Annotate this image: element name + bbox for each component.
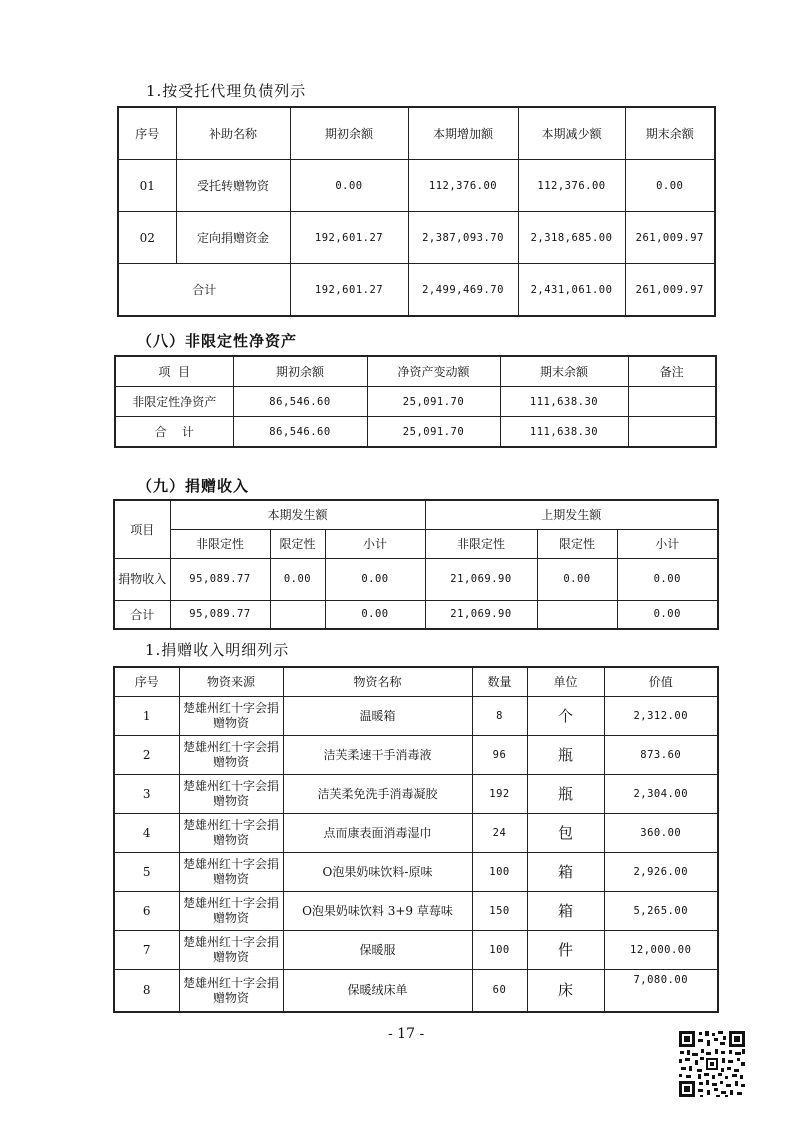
cell: 瓶 — [527, 775, 604, 814]
trust-liability-table — [117, 106, 716, 317]
cell: 楚雄州红十字会捐赠物资 — [179, 814, 283, 853]
cell: 2,499,469.70 — [408, 264, 518, 317]
cell: 192,601.27 — [290, 264, 408, 317]
cell — [628, 387, 716, 417]
cell — [270, 600, 325, 629]
col-header: 期初余额 — [290, 107, 408, 160]
cell — [628, 417, 716, 448]
cell: 件 — [527, 931, 604, 970]
col-header: 本期增加额 — [408, 107, 518, 160]
cell: 非限定性净资产 — [115, 387, 233, 417]
cell: 2,926.00 — [604, 853, 718, 892]
cell: 0.00 — [617, 600, 718, 629]
cell: 60 — [472, 970, 527, 1013]
cell: 楚雄州红十字会捐赠物资 — [179, 892, 283, 931]
table-row — [114, 931, 718, 970]
section2-title: （八）非限定性净资产 — [137, 332, 298, 350]
cell: 床 — [527, 970, 604, 1013]
cell: 7,080.00 — [604, 970, 718, 1013]
cell: 95,089.77 — [170, 600, 270, 629]
cell: 0.00 — [537, 558, 617, 600]
col-header: 数量 — [472, 667, 527, 697]
cell: 24 — [472, 814, 527, 853]
cell: 楚雄州红十字会捐赠物资 — [179, 697, 283, 736]
table-row — [114, 697, 718, 736]
cell: 5,265.00 — [604, 892, 718, 931]
cell: 0.00 — [617, 558, 718, 600]
cell: 2,431,061.00 — [518, 264, 625, 317]
table-row — [114, 558, 718, 600]
cell: 定向捐赠资金 — [176, 212, 290, 264]
cell: 合 计 — [115, 417, 233, 448]
cell: 21,069.90 — [425, 600, 537, 629]
cell: 2,312.00 — [604, 697, 718, 736]
section1-title: 1.按受托代理负债列示 — [146, 82, 307, 100]
col-group-header: 上期发生额 — [425, 500, 718, 529]
col-header: 期末余额 — [625, 107, 715, 160]
cell: 100 — [472, 931, 527, 970]
cell: O泡果奶味饮料 3+9 草莓味 — [283, 892, 472, 931]
cell: 2,387,093.70 — [408, 212, 518, 264]
donation-income-table — [113, 499, 719, 630]
cell: 261,009.97 — [625, 264, 715, 317]
cell: 保暖服 — [283, 931, 472, 970]
cell: 楚雄州红十字会捐赠物资 — [179, 970, 283, 1013]
cell: 86,546.60 — [233, 417, 367, 448]
donation-detail-table — [113, 666, 719, 1013]
cell: 点而康表面消毒湿巾 — [283, 814, 472, 853]
cell: 楚雄州红十字会捐赠物资 — [179, 775, 283, 814]
cell: 保暖绒床单 — [283, 970, 472, 1013]
cell: 100 — [472, 853, 527, 892]
col-header: 物资来源 — [179, 667, 283, 697]
cell: 5 — [114, 853, 179, 892]
cell: 96 — [472, 736, 527, 775]
cell: 01 — [118, 160, 176, 212]
cell: 楚雄州红十字会捐赠物资 — [179, 931, 283, 970]
col-header: 项目 — [114, 500, 170, 558]
table-row — [114, 775, 718, 814]
cell: 6 — [114, 892, 179, 931]
cell: 个 — [527, 697, 604, 736]
cell: 192,601.27 — [290, 212, 408, 264]
col-header: 期末余额 — [500, 356, 628, 387]
cell: 111,638.30 — [500, 387, 628, 417]
cell: 3 — [114, 775, 179, 814]
table-header-row — [114, 529, 718, 558]
cell: 0.00 — [325, 558, 425, 600]
col-header: 补助名称 — [176, 107, 290, 160]
cell: 8 — [114, 970, 179, 1013]
col-header: 小计 — [325, 529, 425, 558]
cell: 4 — [114, 814, 179, 853]
cell: 02 — [118, 212, 176, 264]
col-header: 单位 — [527, 667, 604, 697]
cell: 箱 — [527, 892, 604, 931]
unrestricted-net-assets-table — [114, 355, 717, 448]
col-header: 非限定性 — [170, 529, 270, 558]
table-row — [114, 892, 718, 931]
col-header: 非限定性 — [425, 529, 537, 558]
cell: 2 — [114, 736, 179, 775]
cell: 0.00 — [325, 600, 425, 629]
cell: 楚雄州红十字会捐赠物资 — [179, 853, 283, 892]
table-row — [118, 212, 715, 264]
cell: 包 — [527, 814, 604, 853]
table-header-row — [114, 500, 718, 529]
cell: 7 — [114, 931, 179, 970]
table-header-row — [114, 667, 718, 697]
col-header: 本期减少额 — [518, 107, 625, 160]
cell: 192 — [472, 775, 527, 814]
table-row — [115, 387, 716, 417]
cell: 楚雄州红十字会捐赠物资 — [179, 736, 283, 775]
cell: 95,089.77 — [170, 558, 270, 600]
col-header: 物资名称 — [283, 667, 472, 697]
cell: 0.00 — [270, 558, 325, 600]
cell: 洁芙柔免洗手消毒凝胶 — [283, 775, 472, 814]
cell: 25,091.70 — [367, 387, 500, 417]
col-header: 限定性 — [537, 529, 617, 558]
cell: 112,376.00 — [408, 160, 518, 212]
cell: 111,638.30 — [500, 417, 628, 448]
col-header: 序号 — [118, 107, 176, 160]
total-row — [115, 417, 716, 448]
cell: 2,304.00 — [604, 775, 718, 814]
total-row — [114, 600, 718, 629]
cell: 0.00 — [625, 160, 715, 212]
cell: 温暖箱 — [283, 697, 472, 736]
cell: 261,009.97 — [625, 212, 715, 264]
section3-title: （九）捐赠收入 — [137, 477, 250, 495]
section4-title: 1.捐赠收入明细列示 — [145, 641, 290, 659]
cell: 2,318,685.00 — [518, 212, 625, 264]
cell: 873.60 — [604, 736, 718, 775]
col-group-header: 本期发生额 — [170, 500, 425, 529]
cell: 12,000.00 — [604, 931, 718, 970]
col-header: 备注 — [628, 356, 716, 387]
cell: 捐物收入 — [114, 558, 170, 600]
cell: 0.00 — [290, 160, 408, 212]
cell: 150 — [472, 892, 527, 931]
cell — [537, 600, 617, 629]
cell: 1 — [114, 697, 179, 736]
col-header: 序号 — [114, 667, 179, 697]
col-header: 小计 — [617, 529, 718, 558]
col-header: 项 目 — [115, 356, 233, 387]
cell: 25,091.70 — [367, 417, 500, 448]
total-row — [118, 264, 715, 317]
page-number: - 17 - — [388, 1026, 425, 1042]
table-row — [118, 160, 715, 212]
col-header: 限定性 — [270, 529, 325, 558]
col-header: 净资产变动额 — [367, 356, 500, 387]
cell: 合计 — [118, 264, 290, 317]
cell: O泡果奶味饮料-原味 — [283, 853, 472, 892]
cell: 瓶 — [527, 736, 604, 775]
cell: 8 — [472, 697, 527, 736]
col-header: 期初余额 — [233, 356, 367, 387]
col-header: 价值 — [604, 667, 718, 697]
cell: 360.00 — [604, 814, 718, 853]
qr-code-icon — [677, 1029, 747, 1099]
table-row — [114, 736, 718, 775]
cell: 合计 — [114, 600, 170, 629]
table-row — [114, 970, 718, 1013]
table-header-row — [115, 356, 716, 387]
table-row — [114, 814, 718, 853]
cell: 洁芙柔速干手消毒液 — [283, 736, 472, 775]
cell: 21,069.90 — [425, 558, 537, 600]
cell: 86,546.60 — [233, 387, 367, 417]
cell: 112,376.00 — [518, 160, 625, 212]
table-header-row — [118, 107, 715, 160]
cell: 箱 — [527, 853, 604, 892]
cell: 受托转赠物资 — [176, 160, 290, 212]
table-row — [114, 853, 718, 892]
